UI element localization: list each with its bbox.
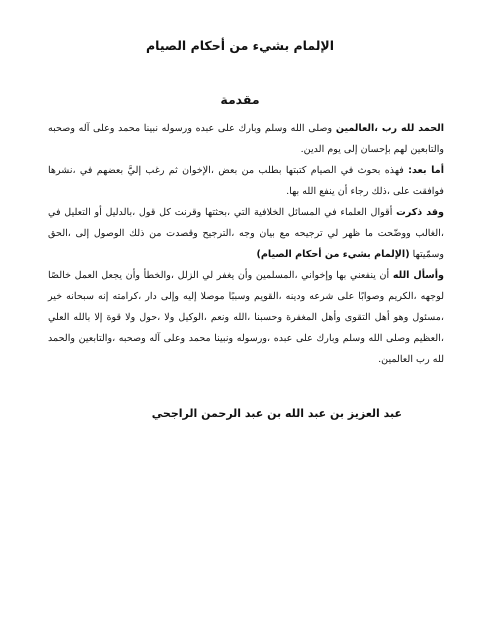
- paragraph-text: أقوال العلماء في المسائل الخلافية التي ،بحثتها وقرنت كل قول ،بالدليل أو التعليل في ،الغالب ووضّحت ما ظهر لي ترجيحه مع بيان وجه ،الترجيح وقصدت من ذلك الوصول إلى ،الحق وسمّيتها: [48, 207, 444, 260]
- paragraph-lead: أما بعد:: [408, 165, 444, 176]
- author-signature: عبد العزيز بن عبد الله بن عبد الرحمن الراجحي: [151, 407, 402, 420]
- paragraph-supplication: [48, 265, 444, 370]
- document-title: الإلمام بشيء من أحكام الصيام: [145, 38, 335, 53]
- paragraph-text: فهذه بحوث في الصيام كتبتها بطلب من بعض ،الإخوان ثم رغب إليَّ بعضهم في ،نشرها فوافقت على ،ذلك رجاء أن ينفع الله بها.: [48, 165, 444, 197]
- paragraph-praise: [48, 118, 444, 160]
- paragraph-text: وصلى الله وسلم وبارك على عبده ورسوله نبينا محمد وعلى آله وصحبه والتابعين لهم بإحسان إلى يوم الدين.: [48, 123, 444, 155]
- document-body: [48, 118, 444, 370]
- paragraph-method: [48, 202, 444, 265]
- paragraph-lead: وقد ذكرت: [396, 207, 444, 218]
- section-heading: مقدمة: [220, 92, 260, 107]
- paragraph-text: أن ينفعني بها وإخواني ،المسلمين وأن يغفر لي الزلل ،والخطأ وأن يجعل العمل خالصًا لوجهه ،الكريم وصوابًا على شرعه ودينه ،القويم وسببًا موصلا إليه وإلى دار ،كرامته إنه سبحانه خير ،مسئول وهو أهل التقوى وأهل المغفرة وحسبنا ،الله ونعم ،الوكيل ولا ،حول ولا قوة إلا بالله العلي ،العظيم وصلى الله وسلم وبارك على عبده ،ورسوله ونبينا محمد وعلى آله وصحبه ،والتابعين والحمد لله رب العالمين.: [48, 270, 444, 365]
- paragraph-intro: [48, 160, 444, 202]
- paragraph-lead: الحمد لله رب ،العالمين: [335, 123, 444, 134]
- book-title-reference: (الإلمام بشيء من أحكام الصيام): [256, 249, 410, 260]
- paragraph-lead: وأسأل الله: [392, 270, 444, 281]
